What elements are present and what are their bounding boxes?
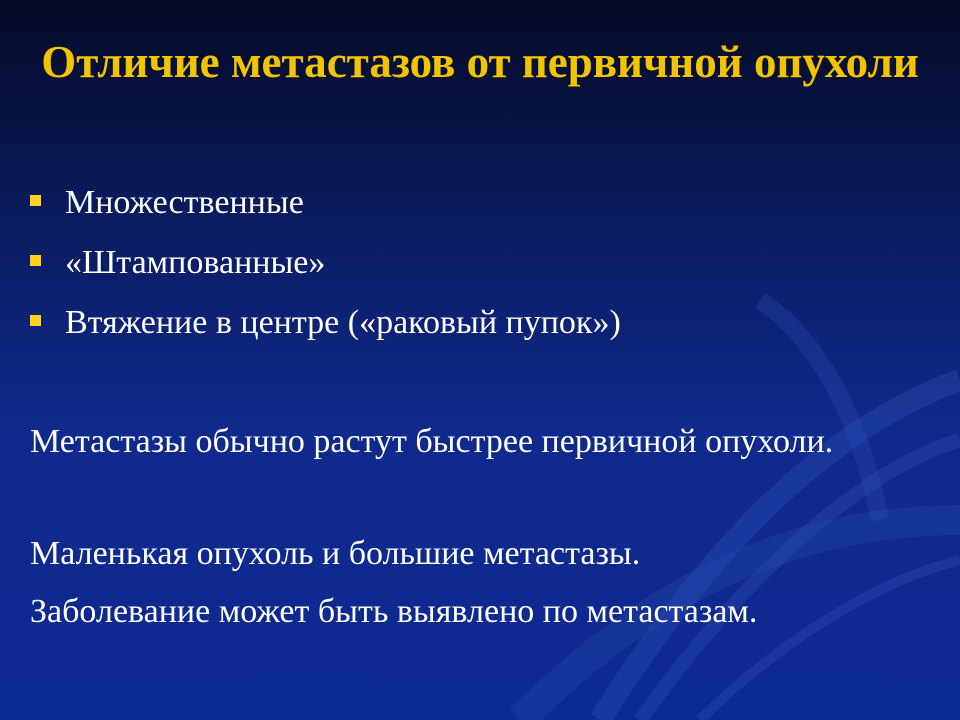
bullet-text: «Штампованные» [65, 244, 326, 281]
bullet-text: Втяжение в центре («раковый пупок») [65, 304, 621, 341]
body-paragraph: Заболевание может быть выявлено по метастазам. [30, 593, 758, 630]
slide-title: Отличие метастазов от первичной опухоли [41, 37, 919, 87]
square-bullet-icon [30, 195, 41, 206]
body-paragraph: Метастазы обычно растут быстрее первичной опухоли. [30, 423, 834, 460]
bullet-item [30, 298, 621, 358]
body-paragraph: Маленькая опухоль и большие метастазы. [30, 535, 641, 572]
square-bullet-icon [30, 315, 41, 326]
square-bullet-icon [30, 255, 41, 266]
bullet-item [30, 238, 621, 298]
bullet-list [30, 178, 621, 358]
bullet-text: Множественные [65, 184, 304, 221]
bullet-item [30, 178, 621, 238]
